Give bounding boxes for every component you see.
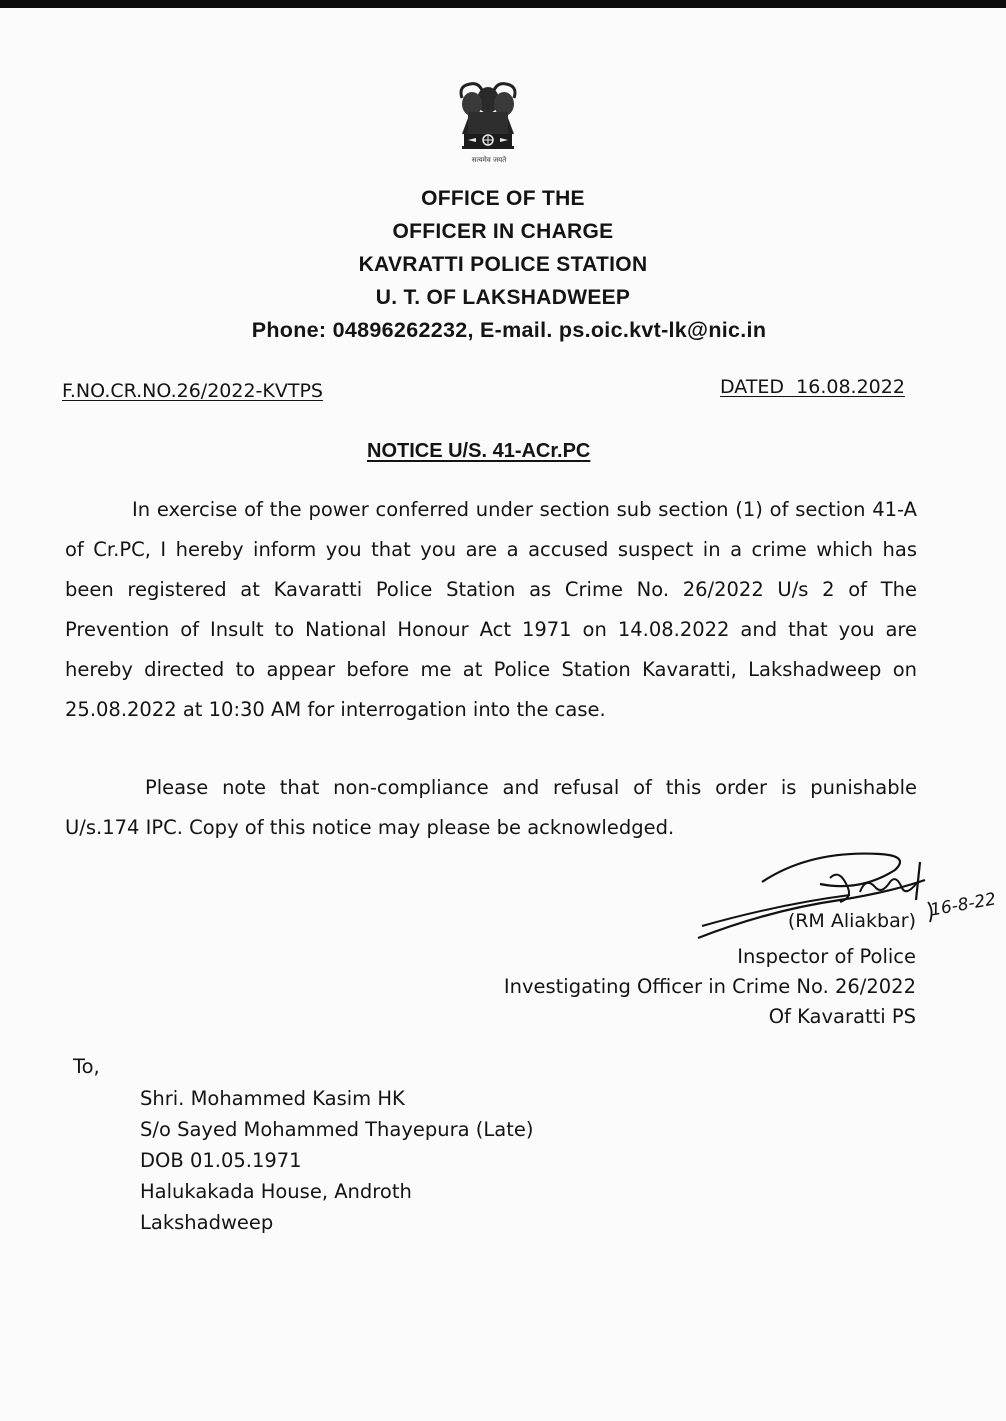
header-contact: Phone: 04896262232, E-mail. ps.oic.kvt-lk@nic.in: [251, 318, 767, 342]
notice-date: DATED 16.08.2022: [720, 376, 905, 398]
recipient-address: [140, 1083, 533, 1238]
recipient-dob: DOB 01.05.1971: [140, 1149, 302, 1172]
recipient-address-line2: Lakshadweep: [140, 1211, 274, 1234]
recipient-parent: S/o Sayed Mohammed Thayepura (Late): [140, 1118, 534, 1141]
notice-paragraph-warning: Please note that non-compliance and refusal of this order is punishable U/s.174 IPC. Copy of this notice may please be acknowledged.: [65, 776, 917, 839]
header-line-officer: OFFICER IN CHARGE: [392, 220, 614, 243]
signatory-role: Investigating Officer in Crime No. 26/2022: [503, 975, 916, 998]
file-number: F.NO.CR.NO.26/2022-KVTPS: [62, 380, 323, 402]
recipient-address-line1: Halukakada House, Androth: [140, 1180, 412, 1203]
signature-date: 16-8-22: [928, 889, 998, 921]
to-label: To,: [73, 1055, 100, 1078]
signatory-name: (RM Aliakbar): [787, 910, 916, 932]
header-line-territory: U. T. OF LAKSHADWEEP: [375, 286, 631, 309]
signatory-block: [504, 942, 916, 1032]
header-line-office: OFFICE OF THE: [421, 187, 585, 210]
signatory-station: Of Kavaratti PS: [768, 1005, 916, 1028]
notice-title: NOTICE U/S. 41-ACr.PC: [367, 440, 591, 462]
scan-border: [0, 0, 1006, 8]
signatory-designation: Inspector of Police: [737, 945, 916, 968]
header-line-station: KAVRATTI POLICE STATION: [358, 253, 648, 276]
emblem-motto: सत्यमेव जयते: [471, 156, 507, 164]
recipient-name: Shri. Mohammed Kasim HK: [140, 1087, 405, 1110]
notice-paragraph-main: In exercise of the power conferred under section sub section (1) of section 41-A of Cr.PC, I hereby inform you that you are a accused suspect in a crime which has been registered at Kavaratti Police Station as Crime No. 26/2022 U/s 2 of The Prevention of Insult to National Honour Act 1971 on 14.08.2022 and that you are hereby directed to appear before me at Police Station Kavaratti, Lakshadweep on 25.08.2022 at 10:30 AM for interrogation into the case.: [65, 498, 917, 721]
office-header: [0, 182, 1006, 347]
